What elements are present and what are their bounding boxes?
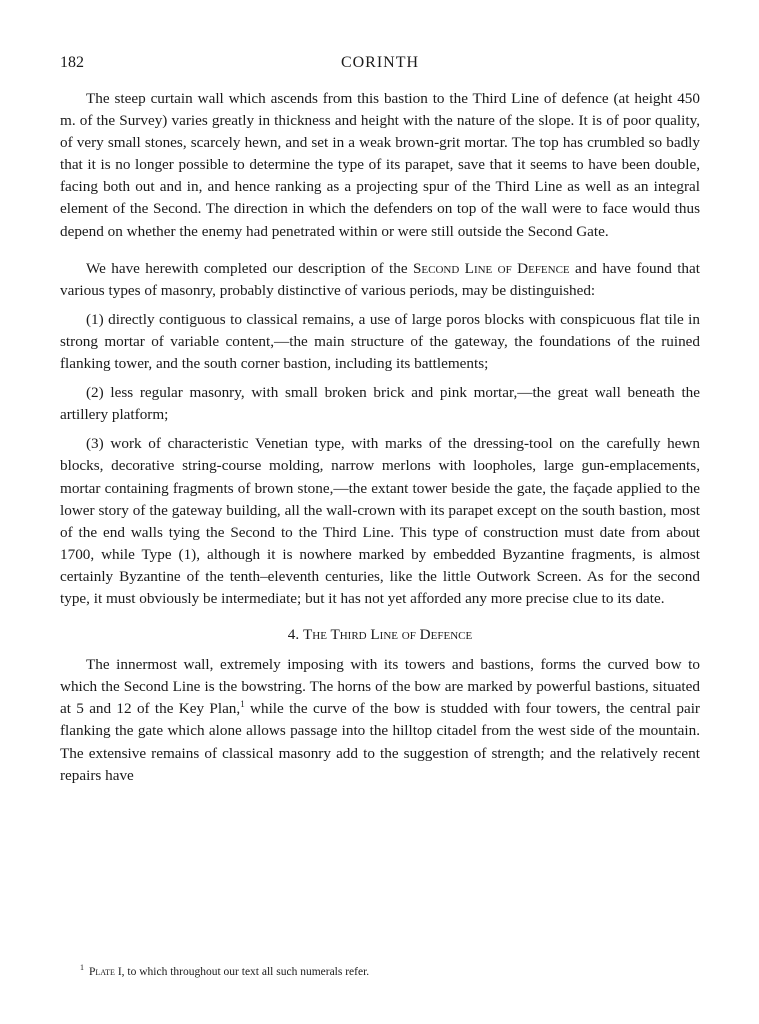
section-number: 4. <box>287 626 300 644</box>
paragraph-third-line <box>60 654 700 787</box>
section-heading <box>60 624 700 646</box>
page-body <box>60 50 700 787</box>
page-header <box>60 50 700 74</box>
second-line-smallcaps: Second Line of Defence <box>412 259 570 277</box>
paragraph-curtain-wall: The steep curtain wall which ascends from this bastion to the Third Line of defence (at height 450 m. of the Survey) varies greatly in thickness and height with the nature of the slope. It is of poor quality, of very small stones, scarcely hewn, and set in a weak brown-grit mortar. The top has crumbled so badly that it is no longer possible to determine the type of its parapet, save that it seems to have been double, facing both out and in, and hence ranking as a projecting spur of the Third Line as well as an integral element of the Second. The direction in which the defenders on top of the wall were to face would thus depend on whether the enemy had penetrated within or were still outside the Second Gate. <box>60 90 700 240</box>
summary-text-end: and have found that various types of masonry, probably distinctive of various periods, may be distinguished: <box>60 259 700 299</box>
page-number: 182 <box>60 54 84 71</box>
third-line-text-end: while the curve of the bow is studded with four towers, the central pair flanking the gate which alone allows passage into the hilltop citadel from the west side of the mountain. The extensive remains of classical masonry add to the suggestion of strength; and the relatively recent repairs have <box>60 700 700 784</box>
footnote <box>80 963 369 978</box>
section-title: The Third Line of Defence <box>302 626 473 644</box>
footnote-text: , to which throughout our text all such numerals refer. <box>121 965 370 978</box>
footnote-reference: 1 <box>240 699 245 710</box>
list-item-type-3: (3) work of characteristic Venetian type, with marks of the dressing-tool on the carefully hewn blocks, decorative string-course molding, narrow merlons with loopholes, large gun-emplacements, mortar containing fragments of brown stone,—the extant tower beside the gate, the façade applied to the lower story of the gateway building, all the wall-crown with its parapet except on the south bastion, most of the end walls tying the Second to the Third Line. This type of construction must date from about 1700, while Type (1), although it is nowhere marked by embedded Byzantine fragments, is almost certainly Byzantine of the tenth–eleventh centuries, like the little Outwork Screen. As for the second type, it must obviously be intermediate; but it has not yet afforded any more precise clue to its date. <box>60 435 700 607</box>
third-line-text-start: The innermost wall, extremely imposing with its towers and bastions, forms the curved bow to which the Second Line is the bowstring. The horns of the bow are marked by powerful bastions, situated at 5 and 12 of the Key Plan, <box>60 656 700 718</box>
running-title: CORINTH <box>340 54 420 71</box>
footnote-plate: Plate I <box>89 965 122 978</box>
paragraph-summary <box>60 258 700 302</box>
summary-text-start: We have herewith completed our description of the <box>86 259 413 277</box>
list-item-type-2: (2) less regular masonry, with small broken brick and pink mortar,—the great wall beneath the artillery platform; <box>60 384 700 424</box>
footnote-mark: 1 <box>80 963 84 972</box>
list-item-type-1: (1) directly contiguous to classical remains, a use of large poros blocks with conspicuous flat tile in strong mortar of variable content,—the main structure of the gateway, the foundations of the ruined flanking tower, and the south corner bastion, including its battlements; <box>60 310 700 373</box>
